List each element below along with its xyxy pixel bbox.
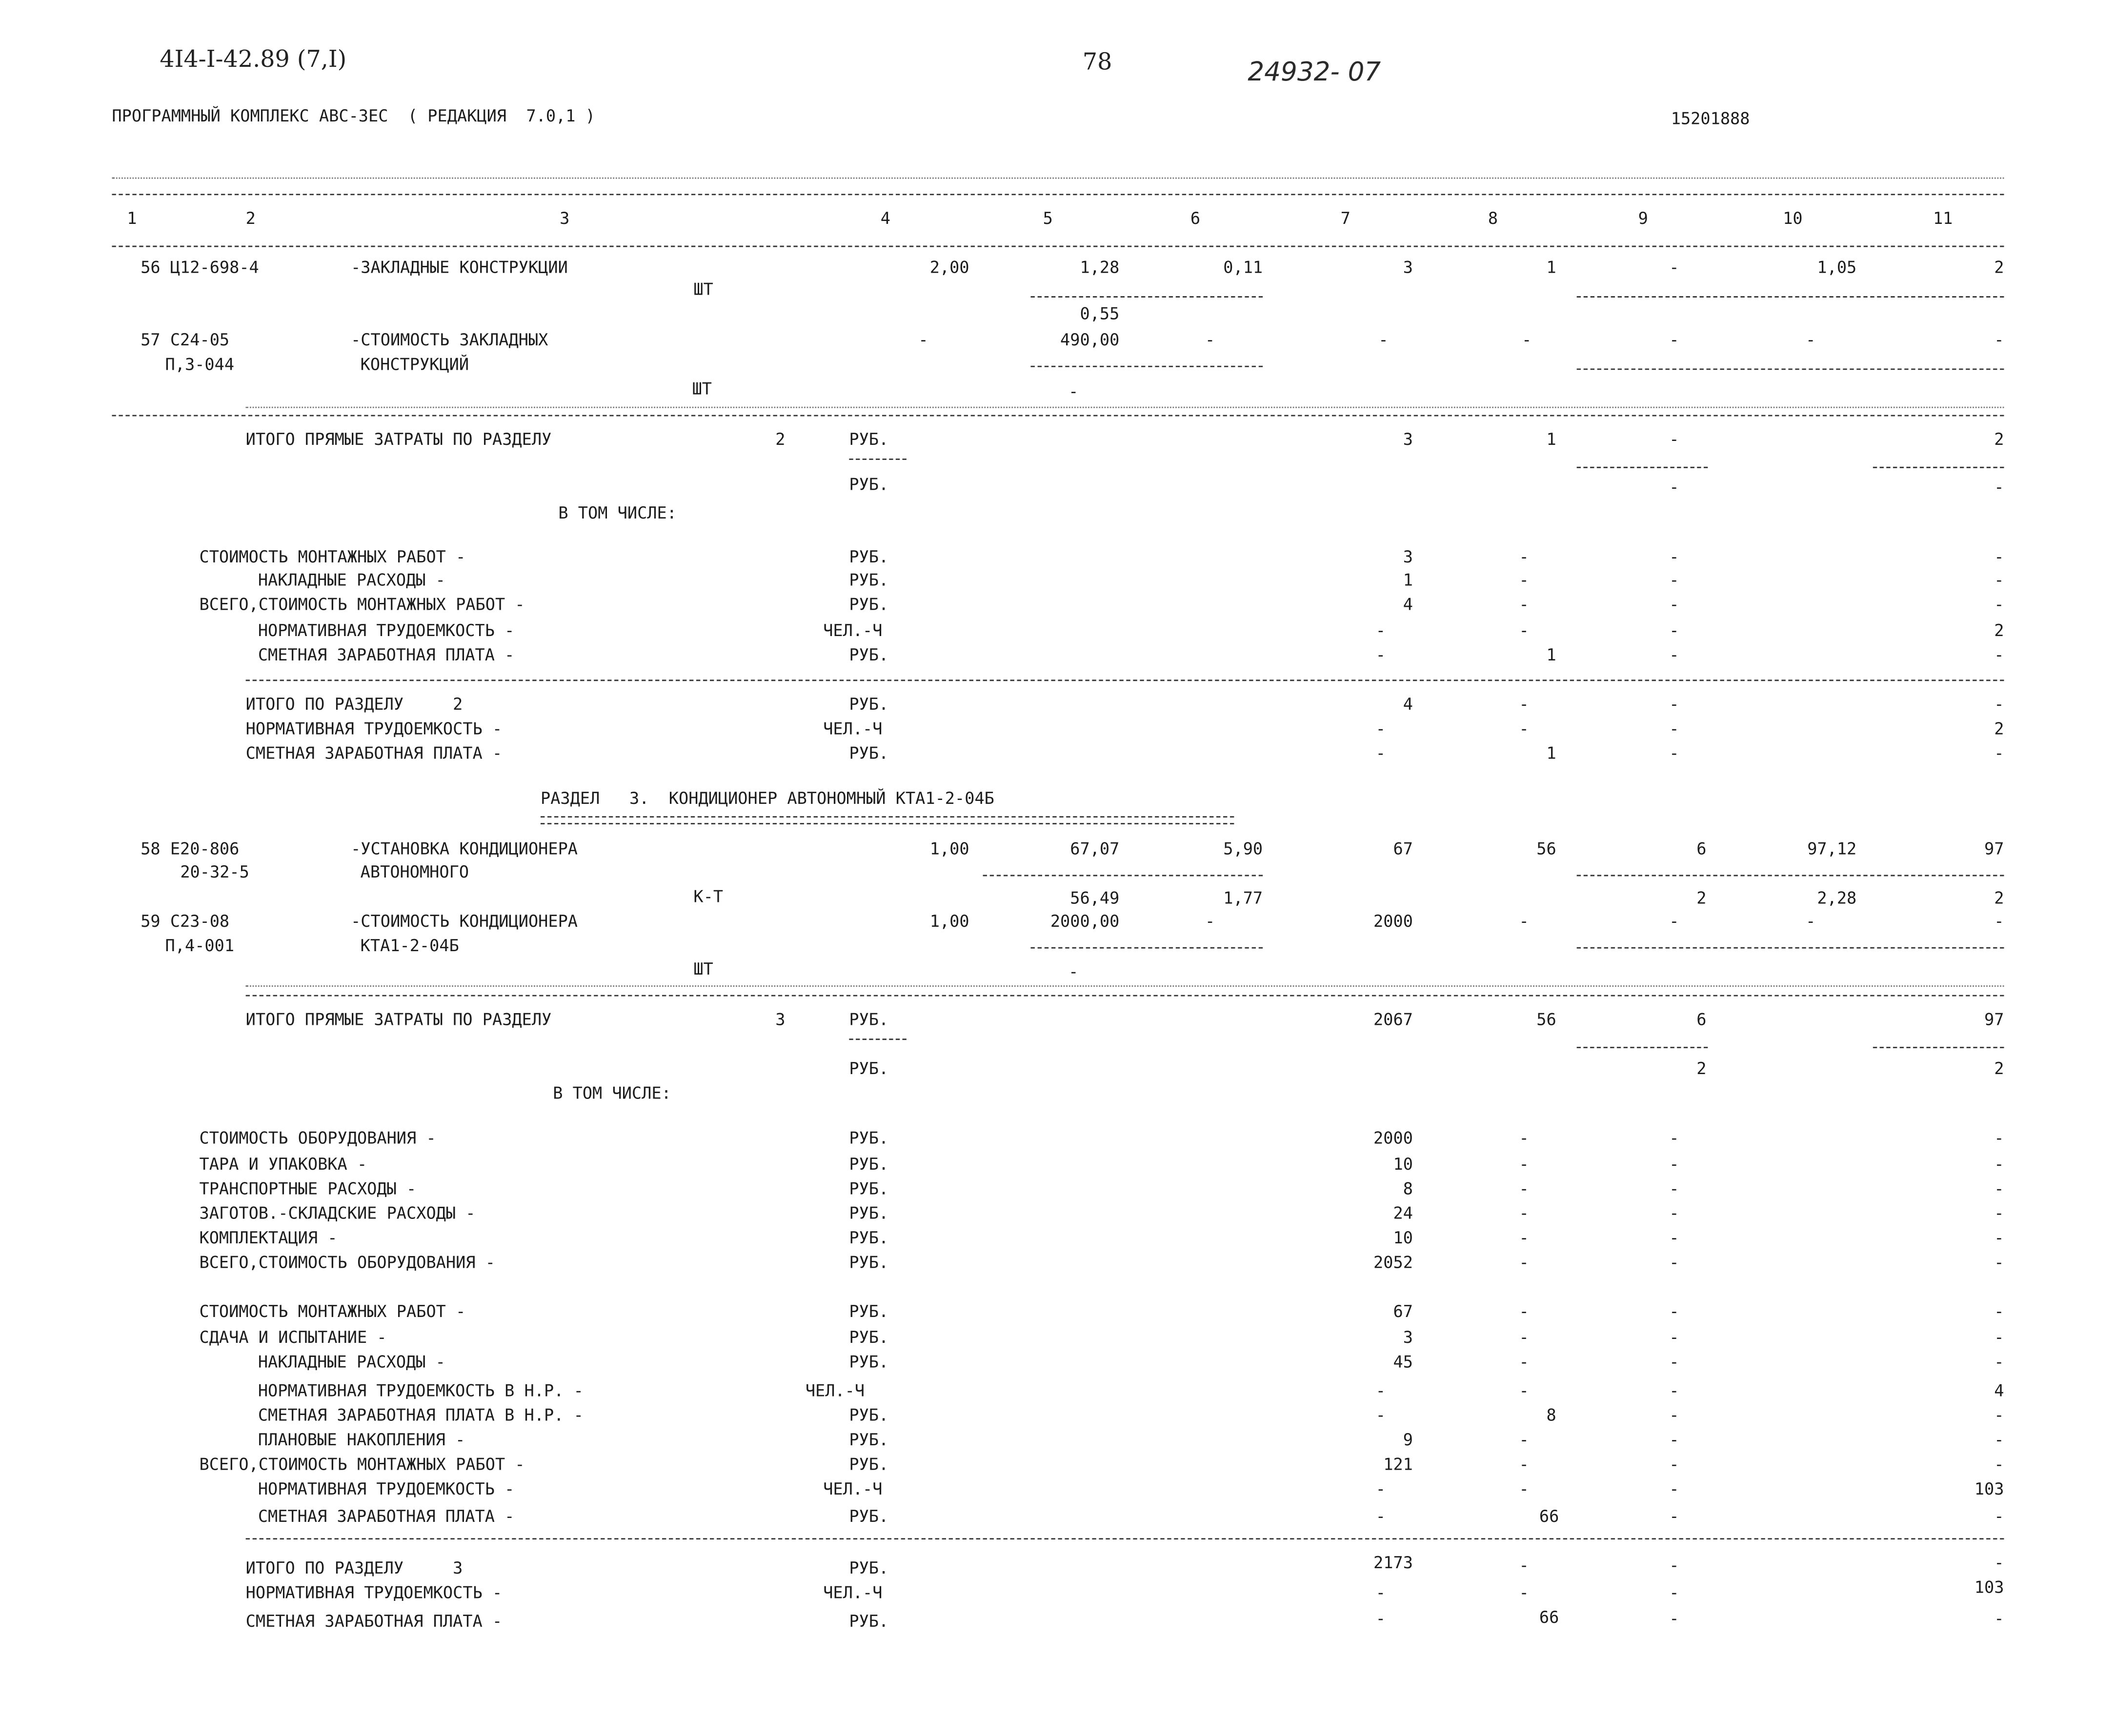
- cell-col11: -: [1994, 695, 2004, 714]
- line-label: ИТОГО ПО РАЗДЕЛУ 3: [245, 1558, 463, 1578]
- line-label: ВСЕГО,СТОИМОСТЬ ОБОРУДОВАНИЯ -: [199, 1253, 495, 1272]
- unit-label: РУБ.: [849, 645, 889, 665]
- cell-col10: -: [1806, 912, 1816, 931]
- cell-col8: 56: [1536, 1010, 1556, 1029]
- cell-col9: -: [1669, 570, 1679, 590]
- section-rule: [246, 679, 2004, 681]
- cell-col7: -: [1375, 621, 1386, 640]
- line-label: СМЕТНАЯ ЗАРАБОТНАЯ ПЛАТА -: [258, 1506, 515, 1526]
- cell-col4: -: [918, 330, 928, 350]
- cell-col8: -: [1519, 695, 1529, 714]
- cell-col9: -: [1669, 1203, 1679, 1223]
- cell-col8: -: [1519, 1479, 1529, 1499]
- line-label: ПЛАНОВЫЕ НАКОПЛЕНИЯ -: [258, 1430, 465, 1450]
- cell-col9: -: [1669, 1155, 1679, 1174]
- line-label: НОРМАТИВНАЯ ТРУДОЕМКОСТЬ -: [258, 621, 515, 640]
- cell-divider: [1030, 366, 1263, 367]
- cell-col9-sub: -: [1669, 478, 1679, 497]
- cell-col9: -: [1669, 645, 1679, 665]
- cell-col4: 1,00: [929, 912, 969, 931]
- cell-divider: [1873, 1047, 2004, 1048]
- cell-col9: -: [1669, 912, 1679, 931]
- row-name: -УСТАНОВКА КОНДИЦИОНЕРА: [351, 839, 578, 858]
- program-title: ПРОГРАММНЫЙ КОМПЛЕКС АВС-3ЕС ( РЕДАКЦИЯ 7.0,1 ): [112, 106, 595, 126]
- line-label: СТОИМОСТЬ ОБОРУДОВАНИЯ -: [199, 1128, 436, 1148]
- cell-divider: [1577, 875, 2004, 877]
- header-bottom-rule: [112, 246, 2004, 247]
- unit-label: РУБ.: [849, 1455, 889, 1474]
- including-heading: В ТОМ ЧИСЛЕ:: [558, 503, 677, 523]
- cell-divider: [849, 459, 907, 460]
- cell-col9: -: [1669, 695, 1679, 714]
- row-unit: ШТ: [693, 279, 713, 299]
- cell-col11: -: [1994, 1203, 2004, 1223]
- cell-col8: -: [1519, 1352, 1529, 1372]
- column-header-8: 8: [1488, 209, 1498, 228]
- cell-col9: 6: [1696, 839, 1707, 858]
- cell-col6: 0,11: [1223, 258, 1263, 277]
- cell-col7: -: [1375, 645, 1386, 665]
- cell-col7: -: [1378, 330, 1389, 350]
- cell-col9: -: [1669, 1583, 1679, 1602]
- unit-label: РУБ.: [849, 1179, 889, 1198]
- cell-col11: -: [1994, 743, 2004, 763]
- unit-label: РУБ.: [849, 595, 889, 615]
- unit-label: РУБ.: [849, 1405, 889, 1425]
- cell-col8: -: [1519, 719, 1529, 738]
- cell-col8: -: [1522, 330, 1532, 350]
- cell-col5: 2000,00: [1050, 912, 1120, 931]
- cell-col9: -: [1669, 1405, 1679, 1425]
- including-heading: В ТОМ ЧИСЛЕ:: [553, 1083, 671, 1103]
- cell-col11-sub: 2: [1994, 1059, 2004, 1078]
- unit-label: РУБ.: [849, 1253, 889, 1272]
- section-rule: [246, 1538, 2004, 1539]
- cell-col7: 3: [1403, 547, 1413, 567]
- cell-col11: 4: [1994, 1381, 2004, 1400]
- cell-col8: 66: [1539, 1506, 1559, 1526]
- line-label: КОМПЛЕКТАЦИЯ -: [199, 1228, 338, 1248]
- cell-col8: -: [1519, 1179, 1529, 1198]
- total-direct-label: ИТОГО ПРЯМЫЕ ЗАТРАТЫ ПО РАЗДЕЛУ: [245, 430, 552, 449]
- total-direct-label: ИТОГО ПРЯМЫЕ ЗАТРАТЫ ПО РАЗДЕЛУ: [245, 1010, 552, 1029]
- cell-col10: -: [1806, 330, 1816, 350]
- line-label: ЗАГОТОВ.-СКЛАДСКИЕ РАСХОДЫ -: [199, 1203, 476, 1223]
- cell-col8: 1: [1546, 258, 1556, 277]
- total-direct-section: 3: [775, 1010, 786, 1029]
- row-code: П,4-001: [165, 936, 235, 956]
- cell-col7: -: [1375, 1479, 1386, 1499]
- cell-col7: -: [1375, 719, 1386, 738]
- cell-col9: -: [1669, 1609, 1679, 1629]
- cell-col11: -: [1994, 1352, 2004, 1372]
- line-label: НОРМАТИВНАЯ ТРУДОЕМКОСТЬ -: [258, 1479, 515, 1499]
- unit-label: РУБ.: [849, 475, 889, 494]
- column-header-10: 10: [1783, 209, 1803, 228]
- cell-col9: -: [1669, 1328, 1679, 1347]
- cell-divider: [1577, 947, 2004, 949]
- date-code: 15201888: [1671, 109, 1750, 129]
- unit-label: РУБ.: [849, 547, 889, 567]
- cell-col8: -: [1519, 1203, 1529, 1223]
- cell-col8: -: [1519, 1253, 1529, 1272]
- unit-label: ЧЕЛ.-Ч: [805, 1381, 865, 1400]
- cell-col7: 1: [1403, 570, 1413, 590]
- unit-label: ЧЕЛ.-Ч: [823, 1479, 883, 1499]
- cell-col11: -: [1994, 1455, 2004, 1474]
- cell-col9-sub: 2: [1696, 1059, 1707, 1078]
- cell-col9: -: [1669, 430, 1679, 449]
- cell-col9: -: [1669, 1479, 1679, 1499]
- cell-col6: -: [1205, 912, 1215, 931]
- cell-col10-sub: 2,28: [1817, 888, 1857, 908]
- cell-col11: -: [1994, 1430, 2004, 1450]
- cell-col11: -: [1994, 547, 2004, 567]
- cell-col11: -: [1994, 1228, 2004, 1248]
- unit-label: РУБ.: [849, 1128, 889, 1148]
- cell-col11: 97: [1984, 1010, 2004, 1029]
- cell-col7: 8: [1403, 1179, 1413, 1198]
- cell-col10: 1,05: [1817, 258, 1857, 277]
- cell-col8: -: [1519, 547, 1529, 567]
- cell-col8: 8: [1546, 1405, 1556, 1425]
- cell-col8: -: [1519, 1128, 1529, 1148]
- line-label: СДАЧА И ИСПЫТАНИЕ -: [199, 1328, 387, 1347]
- unit-label: РУБ.: [849, 570, 889, 590]
- cell-col11: 2: [1994, 719, 2004, 738]
- unit-label: РУБ.: [849, 1010, 889, 1029]
- cell-col7: 2052: [1373, 1253, 1413, 1272]
- cell-col11: -: [1994, 1302, 2004, 1321]
- cell-col11: -: [1994, 1328, 2004, 1347]
- line-label: ТРАНСПОРТНЫЕ РАСХОДЫ -: [199, 1179, 417, 1198]
- cell-col7: -: [1375, 1381, 1386, 1400]
- cell-col7: 121: [1383, 1455, 1413, 1474]
- cell-col9: -: [1669, 1179, 1679, 1198]
- cell-col7: 2000: [1373, 1128, 1413, 1148]
- line-label: ВСЕГО,СТОИМОСТЬ МОНТАЖНЫХ РАБОТ -: [199, 595, 525, 615]
- cell-divider: [1577, 296, 2004, 298]
- cell-col7: 2067: [1373, 1010, 1413, 1029]
- cell-col11: -: [1994, 1128, 2004, 1148]
- cell-col7: -: [1375, 1405, 1386, 1425]
- cell-col8: 66: [1539, 1608, 1559, 1627]
- cell-col9: 6: [1696, 1010, 1707, 1029]
- cell-col9: -: [1669, 595, 1679, 615]
- unit-label: РУБ.: [849, 1612, 889, 1631]
- row-unit: К-Т: [693, 887, 724, 906]
- cell-col9: -: [1669, 1506, 1679, 1526]
- cell-col8: -: [1519, 1583, 1529, 1602]
- cell-divider: [1577, 368, 2004, 370]
- cell-col4: 2,00: [929, 258, 969, 277]
- section-rule: [112, 415, 2004, 417]
- row-name-continued: КОНСТРУКЦИЙ: [360, 355, 469, 374]
- unit-label: РУБ.: [849, 1302, 889, 1321]
- cell-col8: -: [1519, 1430, 1529, 1450]
- line-label: СТОИМОСТЬ МОНТАЖНЫХ РАБОТ -: [199, 547, 466, 567]
- column-header-11: 11: [1933, 209, 1953, 228]
- row-unit: ШТ: [693, 959, 713, 979]
- column-header-3: 3: [560, 209, 570, 228]
- cell-col9: -: [1669, 1302, 1679, 1321]
- row-code: 20-32-5: [180, 862, 249, 882]
- column-header-2: 2: [245, 209, 256, 228]
- column-header-4: 4: [880, 209, 890, 228]
- unit-label: РУБ.: [849, 743, 889, 763]
- cell-col7: -: [1375, 743, 1386, 763]
- cell-col9: -: [1669, 719, 1679, 738]
- document-code: 4I4-I-42.89 (7,I): [160, 46, 347, 74]
- row-separator: [246, 985, 2004, 987]
- cell-divider: [849, 1038, 907, 1040]
- cell-col11: -: [1994, 1253, 2004, 1272]
- cell-col8: -: [1519, 1328, 1529, 1347]
- row-name: -ЗАКЛАДНЫЕ КОНСТРУКЦИИ: [351, 258, 568, 277]
- cell-col7: 9: [1403, 1430, 1413, 1450]
- cell-col8: -: [1519, 621, 1529, 640]
- cell-col7: 67: [1393, 839, 1413, 858]
- cell-col6: 5,90: [1223, 839, 1263, 858]
- cell-col9: -: [1669, 1430, 1679, 1450]
- total-direct-section: 2: [775, 430, 786, 449]
- cell-col11: 2: [1994, 621, 2004, 640]
- cell-col7: 3: [1403, 258, 1413, 277]
- cell-col9: -: [1669, 258, 1679, 277]
- page-number: 78: [1082, 49, 1112, 77]
- unit-label: ЧЕЛ.-Ч: [823, 621, 883, 640]
- cell-col7: 2000: [1373, 912, 1413, 931]
- cell-divider: [1030, 296, 1263, 298]
- cell-divider: [983, 875, 1263, 877]
- cell-col11: -: [1994, 1179, 2004, 1198]
- column-header-6: 6: [1190, 209, 1201, 228]
- cell-divider: [1577, 467, 1708, 468]
- unit-label: РУБ.: [849, 1155, 889, 1174]
- cell-col9: -: [1669, 1128, 1679, 1148]
- line-label: ТАРА И УПАКОВКА -: [199, 1155, 367, 1174]
- line-label: НАКЛАДНЫЕ РАСХОДЫ -: [258, 570, 445, 590]
- cell-col8: 1: [1546, 645, 1556, 665]
- cell-col6: -: [1205, 330, 1215, 350]
- line-label: СТОИМОСТЬ МОНТАЖНЫХ РАБОТ -: [199, 1302, 466, 1321]
- cell-col11: 2: [1994, 258, 2004, 277]
- unit-label: РУБ.: [849, 1352, 889, 1372]
- unit-label: РУБ.: [849, 695, 889, 714]
- cell-col8: -: [1519, 912, 1529, 931]
- line-label: СМЕТНАЯ ЗАРАБОТНАЯ ПЛАТА В Н.Р. -: [258, 1405, 584, 1425]
- row-number: 56 Ц12-698-4: [141, 258, 259, 277]
- unit-label: ЧЕЛ.-Ч: [823, 1583, 883, 1602]
- cell-col7: 4: [1403, 595, 1413, 615]
- line-label: СМЕТНАЯ ЗАРАБОТНАЯ ПЛАТА -: [245, 1612, 503, 1631]
- cell-col7: -: [1375, 1609, 1386, 1629]
- unit-label: РУБ.: [849, 1558, 889, 1578]
- handwritten-number: 24932- 07: [1248, 57, 1381, 88]
- cell-col7: 3: [1403, 430, 1413, 449]
- cell-col8: -: [1519, 1302, 1529, 1321]
- cell-col7: -: [1375, 1506, 1386, 1526]
- section-rule: [246, 995, 2004, 997]
- cell-col9: -: [1669, 1455, 1679, 1474]
- line-label: ИТОГО ПО РАЗДЕЛУ 2: [245, 695, 463, 714]
- line-label: НОРМАТИВНАЯ ТРУДОЕМКОСТЬ -: [245, 1583, 503, 1602]
- cell-col5-sub: -: [1068, 962, 1079, 981]
- cell-col9: -: [1669, 1253, 1679, 1272]
- cell-col11: -: [1994, 330, 2004, 350]
- line-label: НОРМАТИВНАЯ ТРУДОЕМКОСТЬ -: [245, 719, 503, 738]
- section-title: РАЗДЕЛ 3. КОНДИЦИОНЕР АВТОНОМНЫЙ КТА1-2-04Б: [541, 789, 994, 808]
- cell-col11: -: [1994, 1405, 2004, 1425]
- cell-col11: -: [1994, 570, 2004, 590]
- cell-col11: -: [1994, 1506, 2004, 1526]
- header-rule: [112, 194, 2004, 195]
- cell-col8: 1: [1546, 430, 1556, 449]
- cell-col8: -: [1519, 1556, 1529, 1575]
- cell-col11: -: [1994, 1609, 2004, 1629]
- column-header-1: 1: [127, 209, 137, 228]
- cell-col9: -: [1669, 621, 1679, 640]
- row-name-continued: АВТОНОМНОГО: [360, 862, 469, 882]
- cell-col8: -: [1519, 1381, 1529, 1400]
- cell-col8: -: [1519, 1228, 1529, 1248]
- row-number: 58 Е20-806: [141, 839, 240, 858]
- cell-col8: 56: [1536, 839, 1556, 858]
- cell-col5: 490,00: [1060, 330, 1120, 350]
- cell-col5-sub: -: [1068, 382, 1079, 401]
- row-number: 57 С24-05: [141, 330, 230, 350]
- unit-label: РУБ.: [849, 1328, 889, 1347]
- column-header-9: 9: [1638, 209, 1648, 228]
- cell-col7: 3: [1403, 1328, 1413, 1347]
- unit-label: РУБ.: [849, 1506, 889, 1526]
- cell-col8: -: [1519, 595, 1529, 615]
- cell-col8: -: [1519, 570, 1529, 590]
- cell-col11: 103: [1974, 1577, 2004, 1597]
- cell-divider: [1873, 467, 2004, 468]
- cell-col11: -: [1994, 1155, 2004, 1174]
- row-name: -СТОИМОСТЬ КОНДИЦИОНЕРА: [351, 912, 578, 931]
- cell-col7: 10: [1393, 1228, 1413, 1248]
- row-name: -СТОИМОСТЬ ЗАКЛАДНЫХ: [351, 330, 548, 350]
- cell-col11: 103: [1974, 1479, 2004, 1499]
- cell-col11: -: [1994, 1553, 2004, 1573]
- cell-col9: -: [1669, 330, 1679, 350]
- cell-col10: 97,12: [1807, 839, 1857, 858]
- header-top-rule: [112, 178, 2004, 179]
- cell-col11-sub: 2: [1994, 888, 2004, 908]
- line-label: НОРМАТИВНАЯ ТРУДОЕМКОСТЬ В Н.Р. -: [258, 1381, 584, 1400]
- cell-col9: -: [1669, 1352, 1679, 1372]
- cell-col11: 2: [1994, 430, 2004, 449]
- cell-col11: -: [1994, 645, 2004, 665]
- cell-col7: 4: [1403, 695, 1413, 714]
- row-name-continued: КТА1-2-04Б: [360, 936, 459, 956]
- line-label: СМЕТНАЯ ЗАРАБОТНАЯ ПЛАТА -: [245, 743, 503, 763]
- cell-col8: 1: [1546, 743, 1556, 763]
- row-number: 59 С23-08: [141, 912, 230, 931]
- row-unit: ШТ: [692, 379, 712, 399]
- line-label: НАКЛАДНЫЕ РАСХОДЫ -: [258, 1352, 445, 1372]
- cell-divider: [1030, 947, 1263, 949]
- cell-col11-sub: -: [1994, 478, 2004, 497]
- cell-col11: 97: [1984, 839, 2004, 858]
- cell-col4: 1,00: [929, 839, 969, 858]
- unit-label: РУБ.: [849, 1059, 889, 1078]
- cell-col7: -: [1375, 1583, 1386, 1602]
- row-separator: [246, 407, 2004, 408]
- cell-col9: -: [1669, 1228, 1679, 1248]
- cell-col8: -: [1519, 1155, 1529, 1174]
- cell-col7: 2173: [1373, 1553, 1413, 1573]
- cell-col5-sub: 0,55: [1080, 304, 1120, 324]
- unit-label: ЧЕЛ.-Ч: [823, 719, 883, 738]
- line-label: ВСЕГО,СТОИМОСТЬ МОНТАЖНЫХ РАБОТ -: [199, 1455, 525, 1474]
- cell-col9: -: [1669, 1556, 1679, 1575]
- cell-col9: -: [1669, 1381, 1679, 1400]
- unit-label: РУБ.: [849, 1430, 889, 1450]
- cell-divider: [1577, 1047, 1708, 1048]
- cell-col11: -: [1994, 912, 2004, 931]
- column-header-5: 5: [1043, 209, 1053, 228]
- cell-col9-sub: 2: [1696, 888, 1707, 908]
- cell-col9: -: [1669, 547, 1679, 567]
- cell-col7: 45: [1393, 1352, 1413, 1372]
- cell-col5-sub: 56,49: [1070, 888, 1120, 908]
- cell-col8: -: [1519, 1455, 1529, 1474]
- cell-col9: -: [1669, 743, 1679, 763]
- cell-col5: 67,07: [1070, 839, 1120, 858]
- unit-label: РУБ.: [849, 430, 889, 449]
- section-title-underline: [541, 816, 1234, 824]
- cell-col7: 10: [1393, 1155, 1413, 1174]
- cell-col11: -: [1994, 595, 2004, 615]
- column-header-7: 7: [1340, 209, 1350, 228]
- cell-col5: 1,28: [1080, 258, 1120, 277]
- cell-col7: 24: [1393, 1203, 1413, 1223]
- unit-label: РУБ.: [849, 1228, 889, 1248]
- cell-col7: 67: [1393, 1302, 1413, 1321]
- unit-label: РУБ.: [849, 1203, 889, 1223]
- line-label: СМЕТНАЯ ЗАРАБОТНАЯ ПЛАТА -: [258, 645, 515, 665]
- cell-col6-sub: 1,77: [1223, 888, 1263, 908]
- row-code: П,3-044: [165, 355, 235, 374]
